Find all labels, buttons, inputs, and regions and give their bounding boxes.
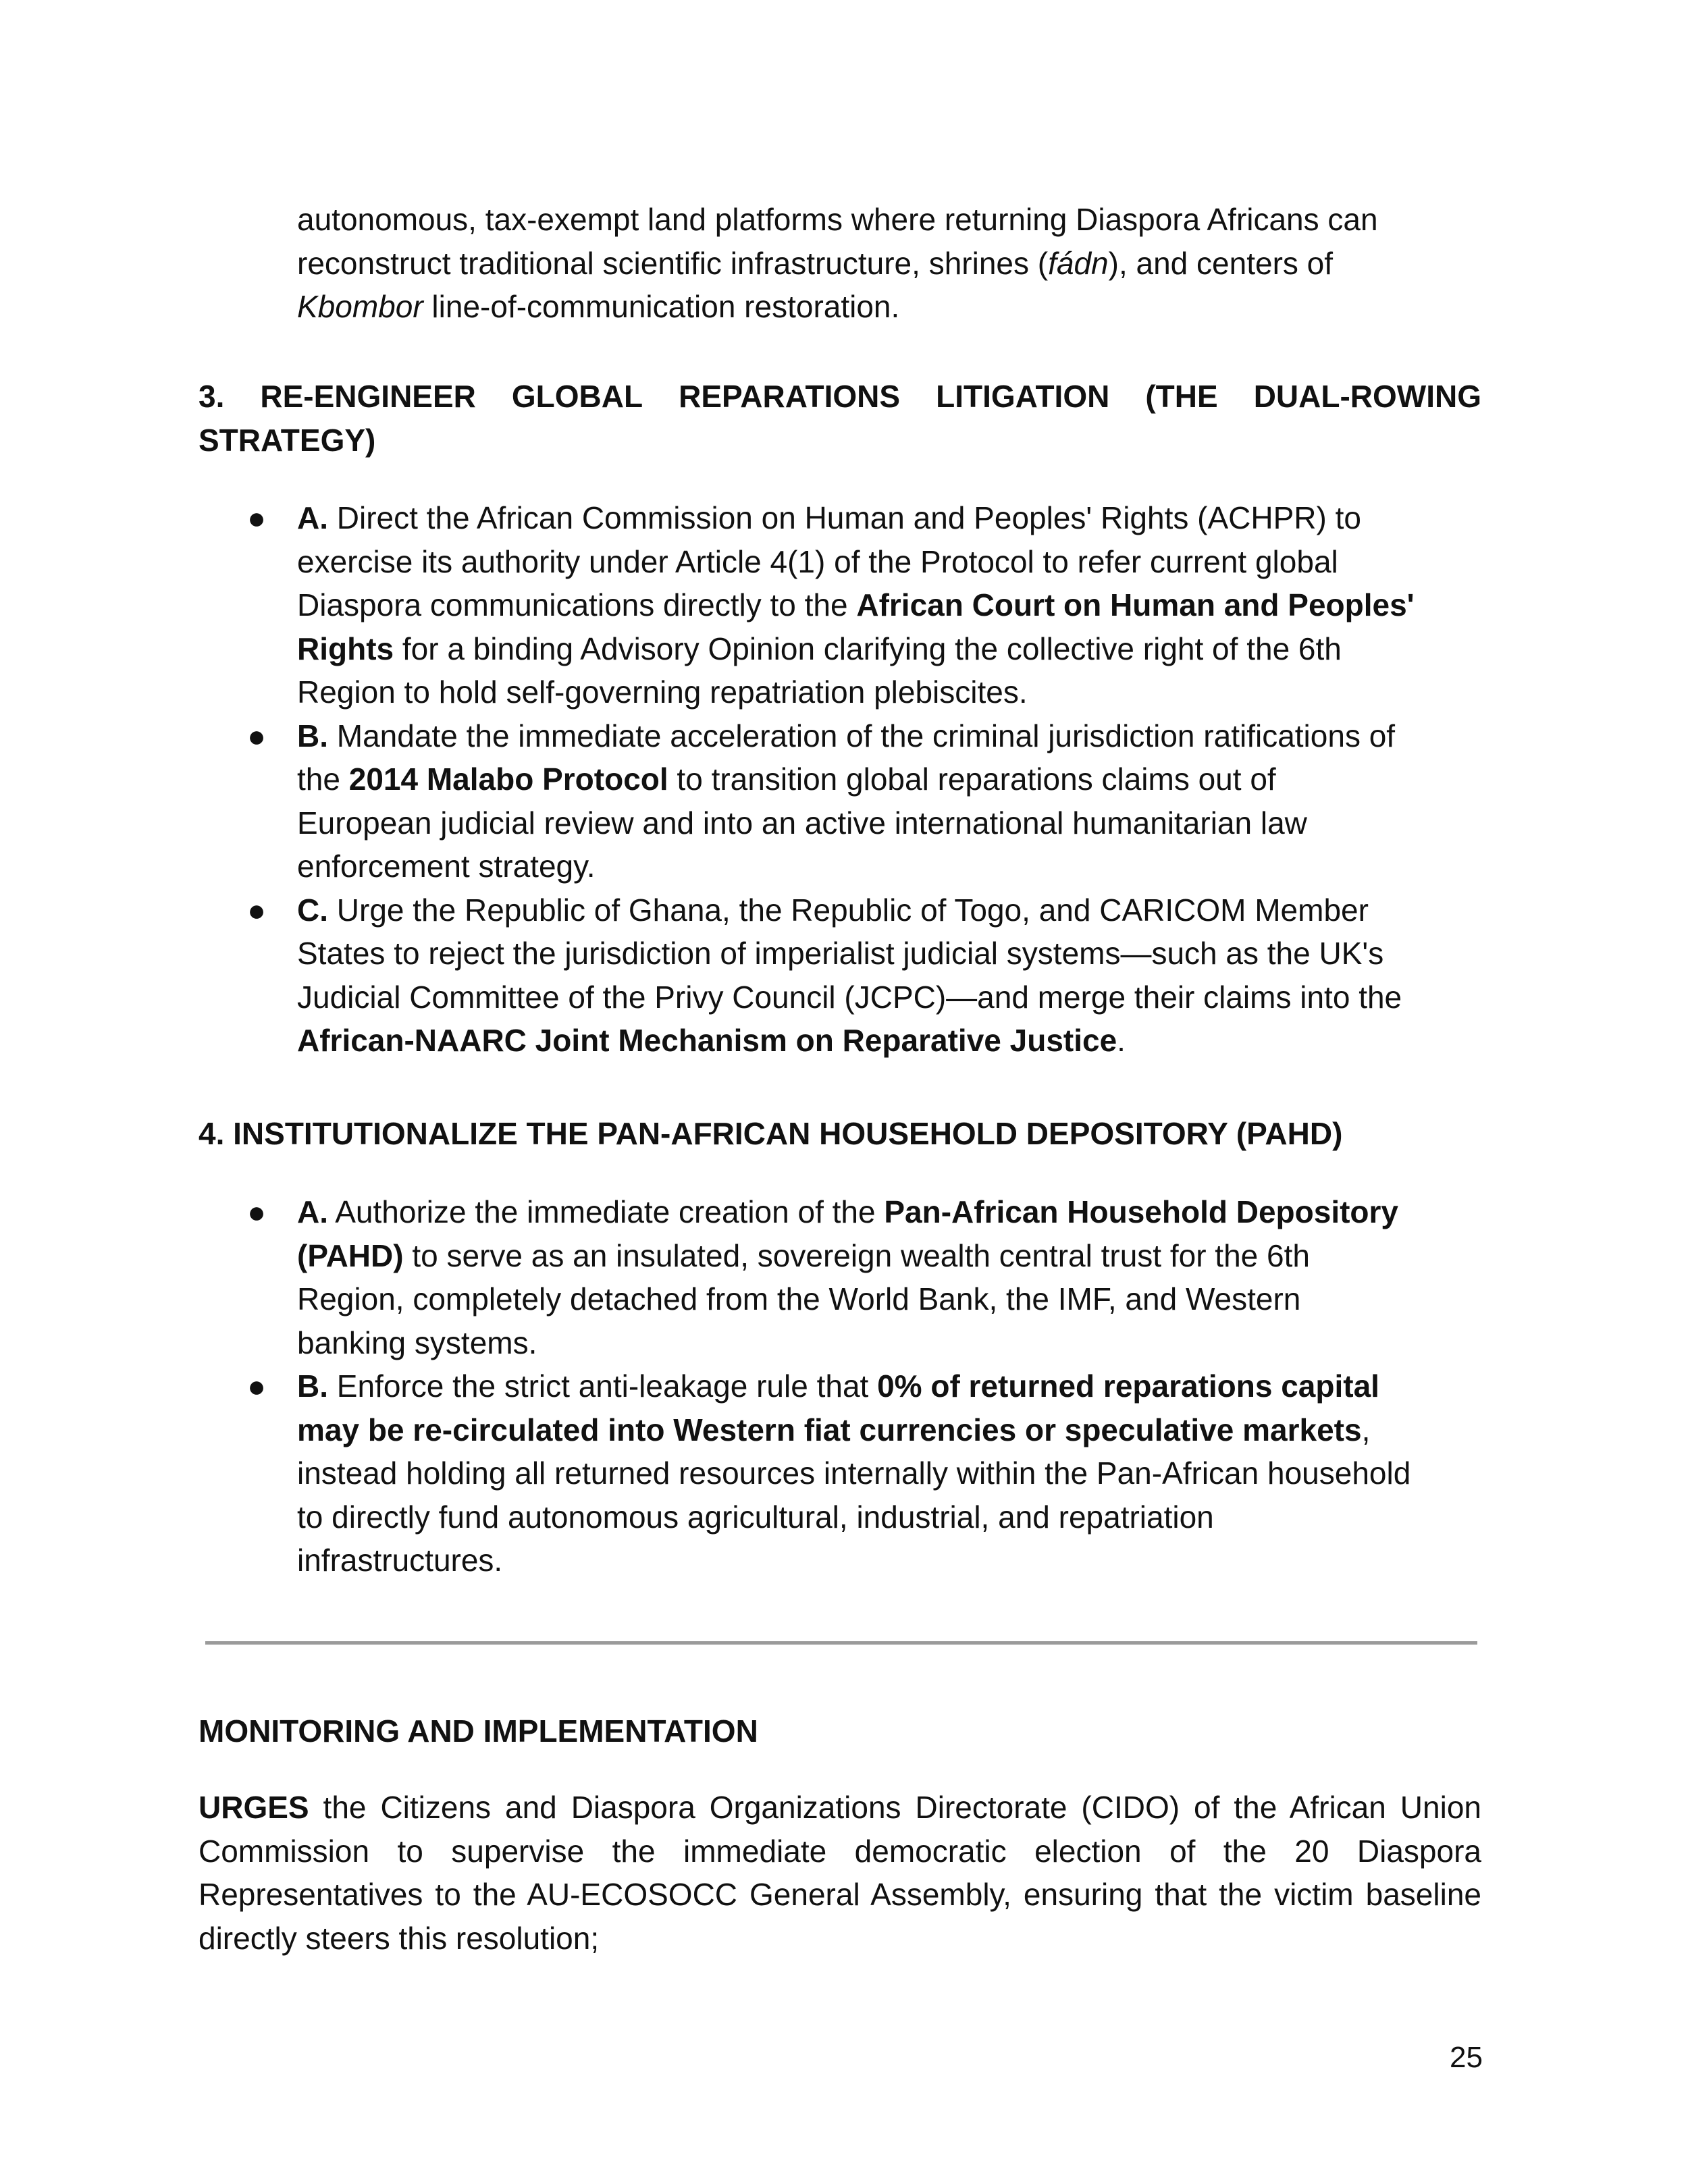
text-span: the (297, 762, 349, 797)
text-span: Direct the African Commission on Human and Peoples' Rights (ACHPR) to (328, 500, 1361, 535)
heading-word: DUAL-ROWING (1253, 379, 1481, 414)
text-span: Enforce the strict anti-leakage rule that (328, 1368, 878, 1404)
item-marker: A. (297, 1194, 328, 1229)
heading-word: 3. (199, 379, 225, 414)
text-span: the Citizens and Diaspora Organizations Directorate (CIDO) of the African Union Commission to supervise the immediate democratic election of the 20 Diaspora Representatives to the AU-ECOSOCC General Assembly, ensuring that the victim baseline directly steers this resolution; (199, 1790, 1481, 1956)
text-span: to transition global reparations claims out of (668, 762, 1276, 797)
bullet-icon: ● (247, 1368, 266, 1404)
list-item (247, 714, 1566, 888)
heading-word: RE-ENGINEER (260, 379, 476, 414)
text-line: European judicial review and into an active international humanitarian law (297, 805, 1307, 841)
text-span: autonomous, tax-exempt land platforms where returning Diaspora Africans can (297, 202, 1378, 237)
heading-word: REPARATIONS (679, 379, 901, 414)
text-line: enforcement strategy. (297, 849, 596, 884)
text-line: to directly fund autonomous agricultural, industrial, and repatriation (297, 1499, 1214, 1535)
list-item (247, 1190, 1566, 1364)
bold-term: (PAHD) (297, 1237, 404, 1273)
text-line: instead holding all returned resources internally within the Pan-African household (297, 1456, 1411, 1491)
text-span: Urge the Republic of Ghana, the Republic of Togo, and CARICOM Member (328, 892, 1369, 928)
text-span: line-of-communication restoration. (423, 289, 900, 324)
text-line: Region to hold self-governing repatriation plebiscites. (297, 674, 1028, 710)
bold-term: 0% of returned reparations capital (877, 1368, 1379, 1404)
bold-term: URGES (199, 1790, 309, 1825)
section-4-heading: 4. INSTITUTIONALIZE THE PAN-AFRICAN HOUSEHOLD DEPOSITORY (PAHD) (199, 1116, 1343, 1151)
horizontal-divider (205, 1641, 1477, 1645)
text-line: Judicial Committee of the Privy Council (JCPC)—and merge their claims into the (297, 979, 1402, 1015)
bullet-icon: ● (247, 500, 266, 535)
bold-term: 2014 Malabo Protocol (348, 762, 668, 797)
list-item (247, 496, 1566, 714)
urges-paragraph (199, 1786, 1481, 1960)
text-line: Region, completely detached from the World Bank, the IMF, and Western (297, 1281, 1301, 1316)
continuation-paragraph (297, 198, 1580, 329)
text-span: reconstruct traditional scientific infrastructure, shrines ( (297, 245, 1049, 281)
text-span: to serve as an insulated, sovereign wealth central trust for the 6th (403, 1237, 1310, 1273)
item-marker: A. (297, 500, 328, 535)
text-span: . (1117, 1023, 1126, 1058)
item-marker: C. (297, 892, 328, 928)
section-4-list (247, 1190, 1566, 1582)
section-3-list (247, 496, 1566, 1063)
heading-line: STRATEGY) (199, 422, 376, 458)
bold-term: African-NAARC Joint Mechanism on Reparative Justice (297, 1023, 1117, 1058)
bold-term: Rights (297, 631, 394, 666)
text-line: exercise its authority under Article 4(1) of the Protocol to refer current global (297, 543, 1338, 579)
text-span: for a binding Advisory Opinion clarifying the collective right of the 6th (394, 631, 1342, 666)
item-marker: B. (297, 718, 328, 753)
text-line (297, 242, 1580, 286)
heading-word: GLOBAL (511, 379, 643, 414)
page-number: 25 (1450, 2041, 1483, 2074)
bullet-icon: ● (247, 892, 266, 928)
bold-term: may be re-circulated into Western fiat currencies or speculative markets (297, 1412, 1362, 1447)
section-3-heading (199, 375, 1481, 462)
text-span: , (1361, 1412, 1371, 1447)
italic-term: fádn (1048, 245, 1109, 281)
bold-term: African Court on Human and Peoples' (856, 587, 1415, 622)
text-line (297, 285, 1580, 329)
italic-term: Kbombor (297, 289, 423, 324)
text-span: ), and centers of (1108, 245, 1334, 281)
text-line: banking systems. (297, 1325, 537, 1360)
list-item (247, 888, 1566, 1063)
text-span: Authorize the immediate creation of the (328, 1194, 885, 1229)
text-line (297, 198, 1580, 242)
text-span: Mandate the immediate acceleration of the criminal jurisdiction ratifications of (328, 718, 1396, 753)
text-span: Diaspora communications directly to the (297, 587, 857, 622)
heading-word: (THE (1145, 379, 1218, 414)
list-item (247, 1364, 1566, 1582)
bold-term: Pan-African Household Depository (884, 1194, 1399, 1229)
monitoring-heading: MONITORING AND IMPLEMENTATION (199, 1713, 758, 1749)
heading-line (199, 375, 1481, 419)
bullet-icon: ● (247, 718, 266, 753)
text-line: States to reject the jurisdiction of imperialist judicial systems—such as the UK's (297, 936, 1384, 971)
item-marker: B. (297, 1368, 328, 1404)
bullet-icon: ● (247, 1194, 266, 1229)
heading-word: LITIGATION (936, 379, 1110, 414)
text-line: infrastructures. (297, 1543, 503, 1578)
